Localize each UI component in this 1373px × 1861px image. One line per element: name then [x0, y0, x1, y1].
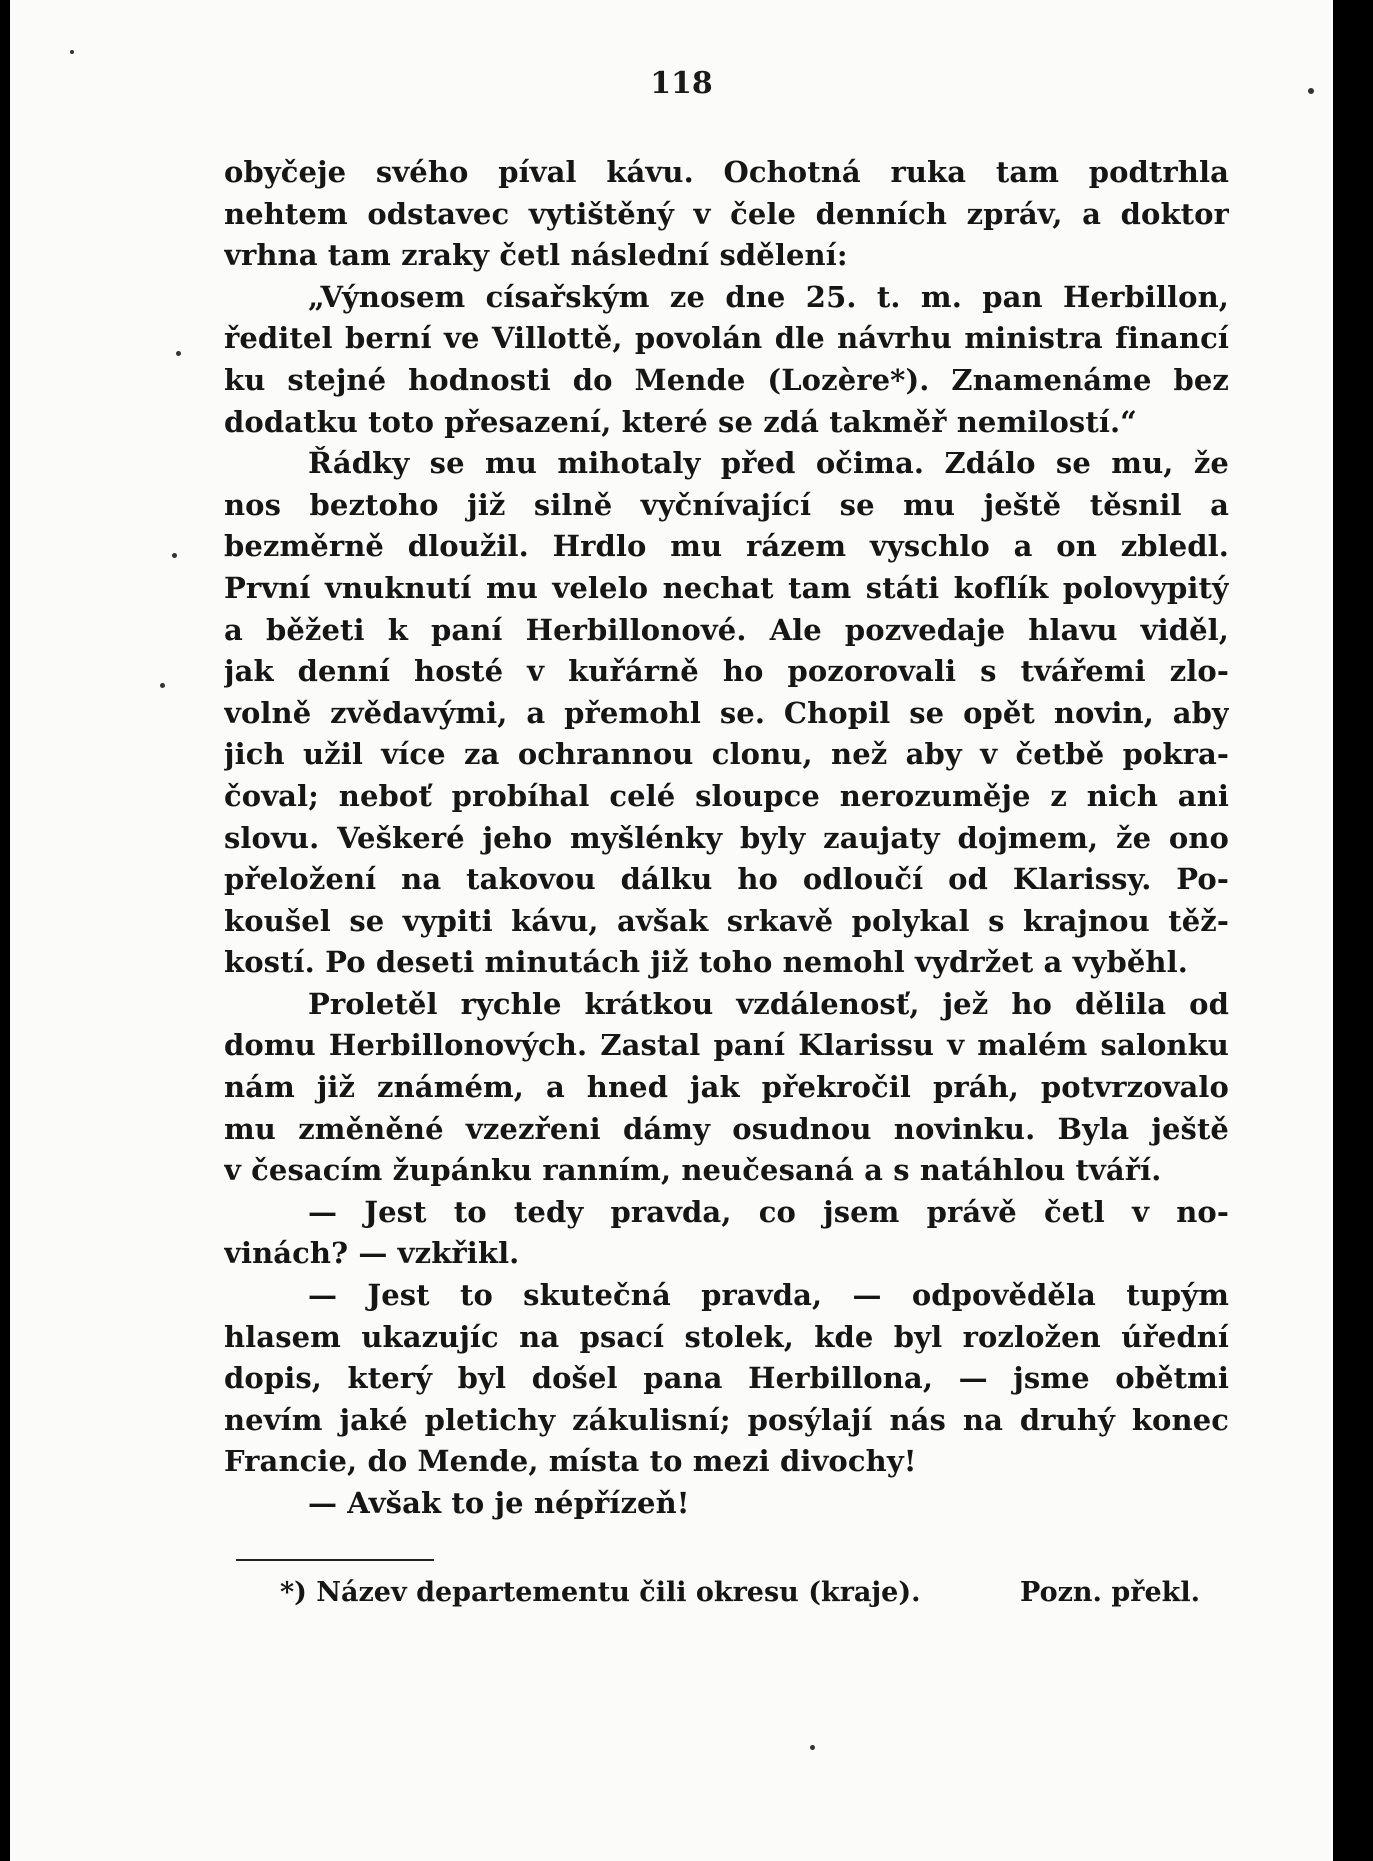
scan-speck — [70, 50, 74, 54]
scan-speck — [1308, 88, 1314, 94]
text-line: — Jest to tedy pravda, co jsem právě četl v no- — [308, 1194, 1229, 1229]
text-line: nos beztoho již silně vyčnívající se mu ještě těsnil a — [224, 487, 1229, 522]
text-line: čoval; neboť probíhal celé sloupce nerozuměje z nich ani — [224, 778, 1229, 813]
footnote-text: *) Název departementu čili okresu (kraje). — [280, 1577, 921, 1608]
footnote-credit: Pozn. překl. — [1020, 1577, 1200, 1608]
body-text — [224, 152, 1229, 1525]
scan-speck — [172, 553, 177, 558]
text-line: mu změněné vzezřeni dámy osudnou novinku. Byla ještě — [224, 1111, 1229, 1146]
text-line: vinách? — vzkřikl. — [224, 1236, 520, 1271]
text-line: Proletěl rychle krátkou vzdálenosť, jež ho dělila od — [308, 986, 1229, 1021]
scan-speck — [160, 683, 165, 688]
text-line: slovu. Veškeré jeho myšlénky byly zaujaty dojmem, že ono — [224, 820, 1229, 855]
text-line: — Jest to skutečná pravda, — odpověděla tupým — [308, 1278, 1229, 1313]
text-line: — Avšak to je népřízeň! — [308, 1486, 690, 1520]
text-line: v česacím župánku ranním, neučesaná a s natáhlou tváří. — [224, 1153, 1162, 1188]
text-line: ku stejné hodnosti do Mende (Lozère*). Znamenáme bez — [224, 362, 1229, 397]
text-line: koušel se vypiti kávu, avšak srkavě polykal s krajnou těž- — [224, 903, 1229, 938]
scan-border — [1333, 0, 1353, 1861]
scan-speck — [176, 351, 181, 356]
text-line: První vnuknutí mu velelo nechat tam státi koflík polovypitý — [224, 570, 1229, 605]
text-line: dodatku toto přesazení, které se zdá takměř nemilostí.“ — [224, 404, 1137, 439]
text-line: nám již známém, a hned jak překročil práh, potvrzovalo — [224, 1070, 1229, 1105]
text-line: volně zvědavými, a přemohl se. Chopil se opět novin, aby — [224, 695, 1229, 730]
text-line: nevím jaké pletichy zákulisní; posýlají nás na druhý konec — [224, 1402, 1229, 1437]
text-line: nehtem odstavec vytištěný v čele denních zpráv, a doktor — [224, 196, 1229, 231]
text-line: ředitel berní ve Villottě, povolán dle návrhu ministra financí — [224, 321, 1229, 356]
scanned-page — [10, 0, 1353, 1861]
text-line: Řádky se mu mihotaly před očima. Zdálo se mu, že — [308, 446, 1229, 481]
scan-speck — [810, 1745, 815, 1750]
text-line: obyčeje svého píval kávu. Ochotná ruka tam podtrhla — [224, 155, 1229, 189]
text-line: jak denní hosté v kuřárně ho pozorovali s tvářemi zlo- — [224, 654, 1229, 689]
page-number: 118 — [650, 66, 713, 101]
text-line: domu Herbillonových. Zastal paní Klarissu v malém salonku — [224, 1028, 1229, 1063]
text-line: kostí. Po deseti minutách již toho nemohl vydržet a vyběhl. — [224, 945, 1188, 980]
text-line: hlasem ukazujíc na psací stolek, kde byl rozložen úřední — [224, 1319, 1229, 1354]
text-line: a běžeti k paní Herbillonové. Ale pozvedaje hlavu viděl, — [224, 612, 1229, 647]
text-line: dopis, který byl došel pana Herbillona, — jsme obětmi — [224, 1361, 1229, 1396]
footnote-divider — [236, 1559, 434, 1561]
text-line: „Výnosem císařským ze dne 25. t. m. pan Herbillon, — [308, 279, 1229, 314]
text-line: přeložení na takovou dálku ho odloučí od Klarissy. Po- — [224, 862, 1229, 897]
text-line: bezměrně dloužil. Hrdlo mu rázem vyschlo a on zbledl. — [224, 529, 1229, 564]
text-line: Francie, do Mende, místa to mezi divochy! — [224, 1444, 917, 1479]
text-line: jich užil více za ochrannou clonu, než aby v četbě pokra- — [224, 737, 1229, 772]
text-line: vrhna tam zraky četl následní sdělení: — [224, 238, 848, 273]
